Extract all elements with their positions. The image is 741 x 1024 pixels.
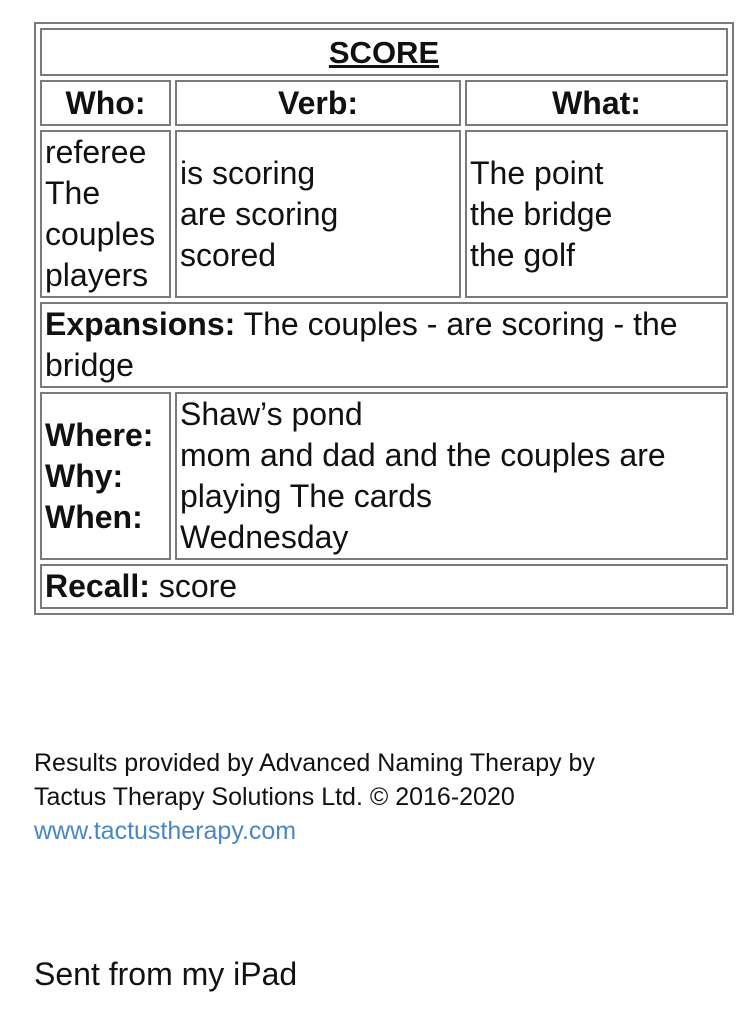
score-worksheet [34,22,734,615]
what-list: The point the bridge the golf [465,130,728,298]
expansions-text: The couples - are scoring - the bridge [45,306,678,383]
table-title: SCORE [328,34,440,70]
context-labels: Where: Why: When: [40,392,171,560]
score-table [34,22,734,615]
expansions-cell [40,302,728,388]
email-signature: Sent from my iPad [34,956,298,992]
verb-header: Verb: [175,80,461,126]
context-values: Shaw’s pond mom and dad and the couples are playing The cards Wednesday [175,392,728,560]
footer-line-1: Results provided by Advanced Naming Therapy by [34,749,595,777]
recall-label: Recall: [45,568,150,604]
expansions-label: Expansions: [45,306,236,342]
title-cell [40,28,728,76]
recall-cell [40,564,728,609]
recall-text: score [158,568,238,604]
tactus-website-link[interactable]: www.tactustherapy.com [34,817,297,845]
who-header: Who: [40,80,171,126]
verb-list: is scoring are scoring scored [175,130,461,298]
what-header: What: [465,80,728,126]
footer-line-2: Tactus Therapy Solutions Ltd. © 2016-2020 [34,783,515,811]
footer [34,746,734,848]
who-list: referee The couples players [40,130,171,298]
